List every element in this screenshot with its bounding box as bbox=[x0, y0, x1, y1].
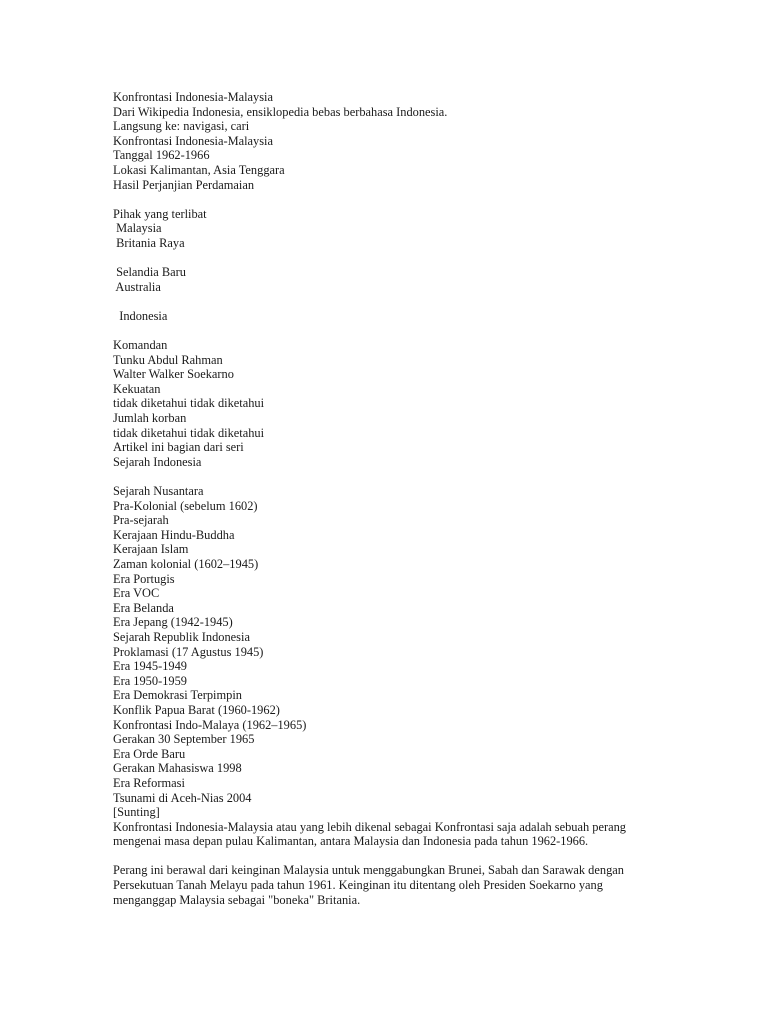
history-nav-item[interactable]: Zaman kolonial (1602–1945) bbox=[113, 557, 259, 571]
history-nav-item[interactable]: Era Portugis bbox=[113, 571, 175, 586]
spacer bbox=[113, 251, 673, 266]
series-name-link[interactable]: Sejarah Indonesia bbox=[113, 454, 202, 469]
party-malaysia-link[interactable]: Malaysia bbox=[113, 221, 162, 236]
party-britain-link[interactable]: Britania Raya bbox=[113, 235, 185, 250]
infobox-casualties-value: tidak diketahui tidak diketahui bbox=[113, 425, 265, 440]
paragraph-line: Konfrontasi Indonesia-Malaysia atau yang lebih dikenal sebagai Konfrontasi saja adalah sebuah perang bbox=[113, 819, 627, 834]
infobox-heading: Konfrontasi Indonesia-Malaysia bbox=[113, 133, 274, 148]
paragraph-2 bbox=[113, 863, 673, 907]
history-nav-item[interactable]: Pra-sejarah bbox=[113, 513, 169, 528]
history-nav-item[interactable]: Konfrontasi Indo-Malaya (1962–1965) bbox=[113, 717, 307, 732]
series-label: Artikel ini bagian dari seri bbox=[113, 440, 244, 455]
history-nav-item[interactable]: Sejarah Nusantara bbox=[113, 484, 204, 499]
history-nav-item[interactable]: Tsunami di Aceh-Nias 2004 bbox=[113, 790, 252, 805]
spacer bbox=[113, 469, 673, 484]
history-nav-item[interactable]: Proklamasi (17 Agustus 1945) bbox=[113, 644, 264, 659]
history-nav-item[interactable]: Era 1950-1959 bbox=[113, 673, 187, 688]
party-indonesia-link[interactable]: Indonesia bbox=[113, 308, 168, 323]
infobox-location: Lokasi Kalimantan, Asia Tenggara bbox=[113, 162, 285, 177]
infobox-parties-label: Pihak yang terlibat bbox=[113, 206, 207, 221]
commander-1-link[interactable]: Tunku Abdul Rahman bbox=[113, 352, 223, 367]
article-title: Konfrontasi Indonesia-Malaysia bbox=[113, 90, 274, 104]
history-nav-item[interactable]: Era Demokrasi Terpimpin bbox=[113, 688, 242, 703]
infobox-strength-label: Kekuatan bbox=[113, 381, 161, 396]
history-nav-item[interactable]: Era Jepang (1942-1945) bbox=[113, 615, 233, 630]
history-nav-item[interactable]: Konflik Papua Barat (1960-1962) bbox=[113, 702, 280, 717]
history-nav-item[interactable]: Gerakan Mahasiswa 1998 bbox=[113, 761, 242, 776]
commander-2-link[interactable]: Walter Walker Soekarno bbox=[113, 367, 234, 382]
spacer bbox=[113, 849, 673, 864]
history-nav-item[interactable]: Era Belanda bbox=[113, 600, 174, 615]
history-nav-item[interactable]: Era VOC bbox=[113, 586, 160, 601]
paragraph-1 bbox=[113, 820, 673, 849]
history-nav-item[interactable]: Era Orde Baru bbox=[113, 746, 186, 761]
history-nav-item[interactable]: Era Reformasi bbox=[113, 775, 185, 790]
party-new-zealand-link[interactable]: Selandia Baru bbox=[113, 265, 186, 280]
document-body bbox=[113, 90, 673, 907]
infobox bbox=[113, 134, 673, 470]
spacer bbox=[113, 294, 673, 309]
party-australia-link[interactable]: Australia bbox=[113, 279, 161, 294]
infobox-commanders-label: Komandan bbox=[113, 338, 168, 353]
infobox-casualties-label: Jumlah korban bbox=[113, 411, 187, 426]
paragraph-line: menganggap Malaysia sebagai "boneka" Britania. bbox=[113, 892, 361, 907]
history-navigation bbox=[113, 484, 673, 805]
paragraph-line: Perang ini berawal dari keinginan Malaysia untuk menggabungkan Brunei, Sabah dan Sarawak dengan bbox=[113, 863, 624, 878]
history-nav-item[interactable]: Kerajaan Islam bbox=[113, 542, 189, 557]
spacer bbox=[113, 324, 673, 339]
history-nav-item[interactable]: Sejarah Republik Indonesia bbox=[113, 629, 250, 644]
spacer bbox=[113, 192, 673, 207]
paragraph-line: mengenai masa depan pulau Kalimantan, antara Malaysia dan Indonesia pada tahun 1962-1966. bbox=[113, 834, 589, 849]
source-line: Dari Wikipedia Indonesia, ensiklopedia bebas berbahasa Indonesia. bbox=[113, 104, 448, 119]
history-nav-item[interactable]: Gerakan 30 September 1965 bbox=[113, 732, 255, 747]
history-nav-item[interactable]: Pra-Kolonial (sebelum 1602) bbox=[113, 498, 258, 513]
infobox-strength-value: tidak diketahui tidak diketahui bbox=[113, 396, 265, 411]
history-nav-item[interactable]: Era 1945-1949 bbox=[113, 659, 187, 674]
infobox-date: Tanggal 1962-1966 bbox=[113, 148, 210, 163]
history-nav-item[interactable]: Kerajaan Hindu-Buddha bbox=[113, 527, 235, 542]
infobox-result: Hasil Perjanjian Perdamaian bbox=[113, 177, 255, 192]
edit-link[interactable]: [Sunting] bbox=[113, 805, 160, 820]
jump-to-navigation-link[interactable]: Langsung ke: navigasi, cari bbox=[113, 119, 250, 134]
paragraph-line: Persekutuan Tanah Melayu pada tahun 1961. Keinginan itu ditentang oleh Presiden Soekarno yang bbox=[113, 878, 603, 893]
